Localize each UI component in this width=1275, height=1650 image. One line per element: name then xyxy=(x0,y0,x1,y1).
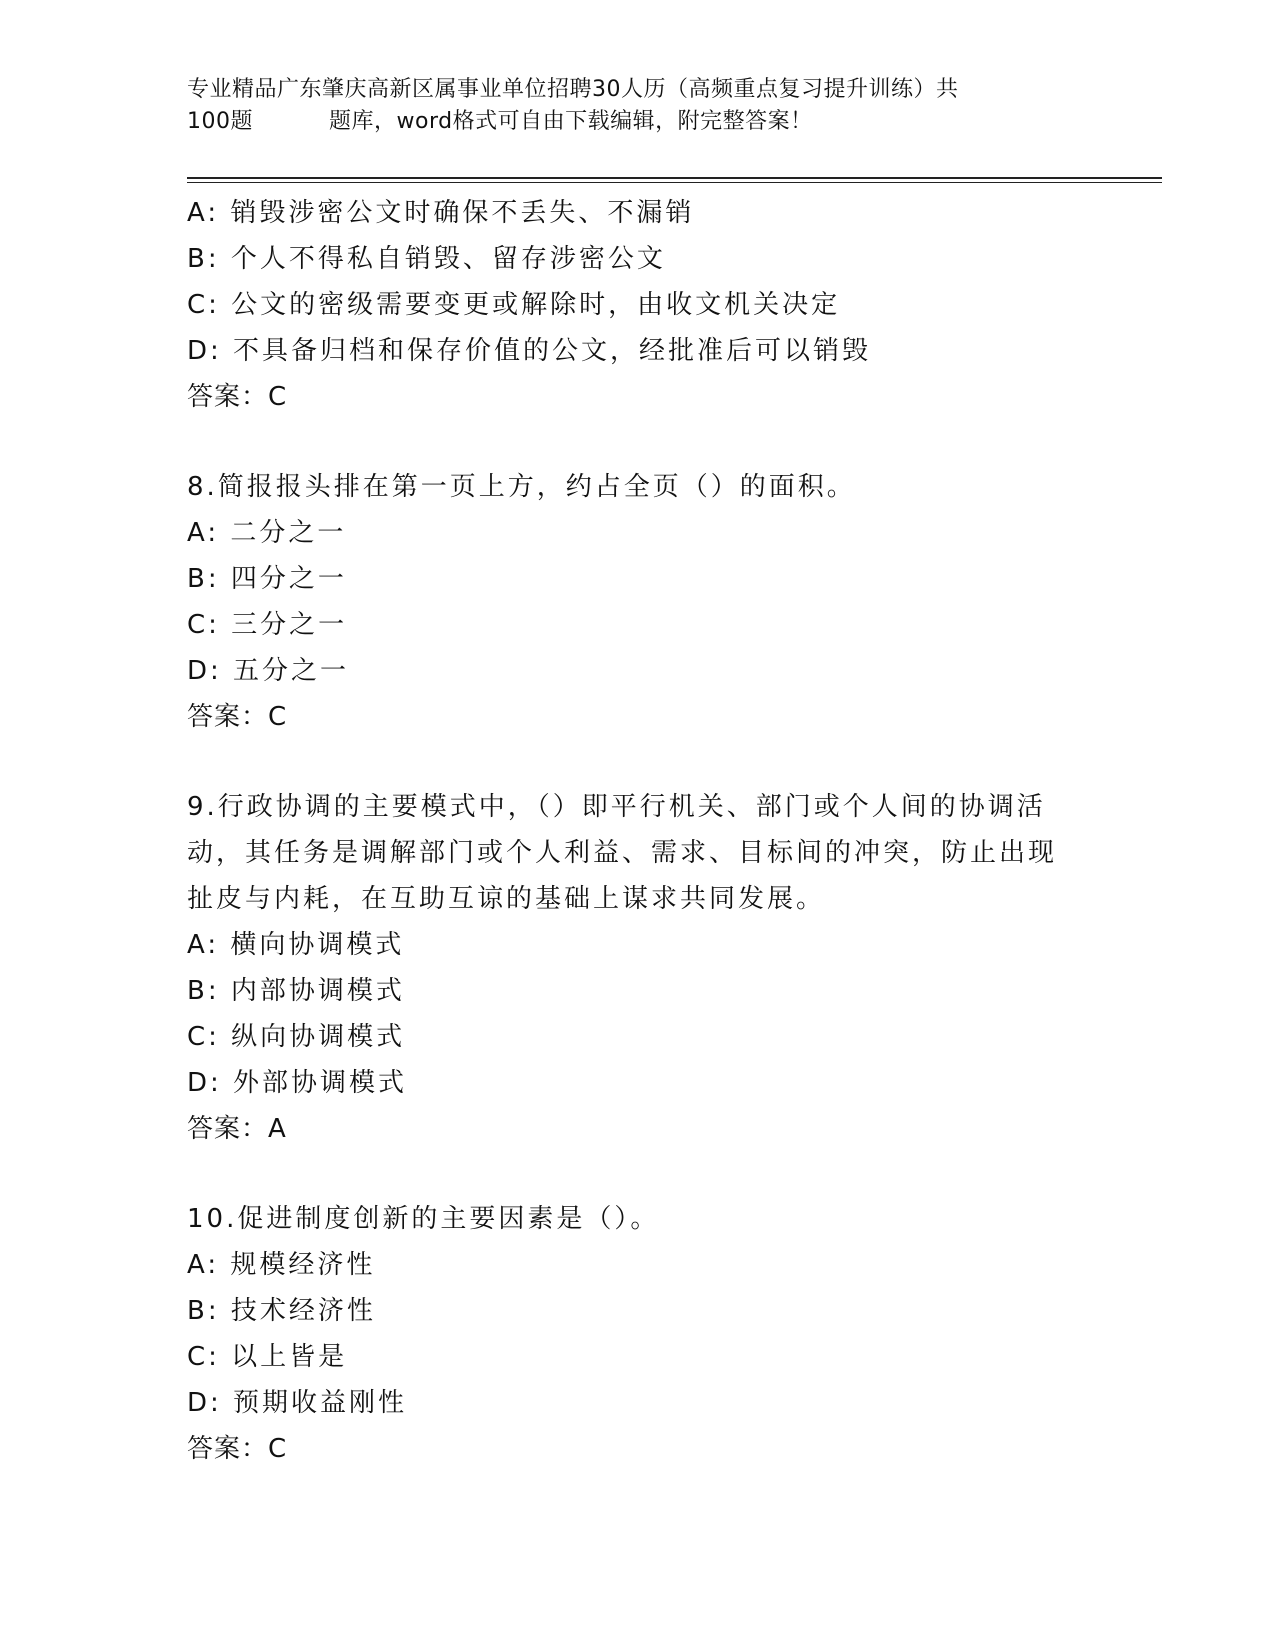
option-c: C: 三分之一 xyxy=(187,610,348,640)
option-a: A: 横向协调模式 xyxy=(187,930,405,960)
question-text: 10.促进制度创新的主要因素是（）。 xyxy=(187,1204,660,1234)
header-divider-thick xyxy=(187,177,1162,179)
option-a: A: 规模经济性 xyxy=(187,1250,376,1280)
question-text: 8.简报报头排在第一页上方，约占全页（）的面积。 xyxy=(187,472,856,502)
option-d: D: 预期收益刚性 xyxy=(187,1388,408,1418)
option-c: C: 以上皆是 xyxy=(187,1342,348,1372)
question-7 xyxy=(187,190,1087,420)
option-c: C: 公文的密级需要变更或解除时，由收文机关决定 xyxy=(187,290,841,320)
option-d: D: 不具备归档和保存价值的公文，经批准后可以销毁 xyxy=(187,336,872,366)
answer: 答案：C xyxy=(187,1434,288,1464)
option-d: D: 外部协调模式 xyxy=(187,1068,408,1098)
option-b: B: 个人不得私自销毁、留存涉密公文 xyxy=(187,244,666,274)
question-text-line-3: 扯皮与内耗，在互助互谅的基础上谋求共同发展。 xyxy=(187,884,826,914)
header-description: 题库，word格式可自由下载编辑，附完整答案！ xyxy=(329,109,813,134)
header-line-1: 专业精品广东肇庆高新区属事业单位招聘30人历（高频重点复习提升训练）共 xyxy=(187,77,959,102)
answer: 答案：C xyxy=(187,382,288,412)
header-line-2 xyxy=(187,106,1067,138)
option-b: B: 四分之一 xyxy=(187,564,347,594)
option-d: D: 五分之一 xyxy=(187,656,350,686)
answer: 答案：A xyxy=(187,1114,287,1144)
question-text-line-2: 动，其任务是调解部门或个人利益、需求、目标间的冲突，防止出现 xyxy=(187,838,1058,868)
document-header xyxy=(187,74,1067,138)
answer: 答案：C xyxy=(187,702,288,732)
question-8 xyxy=(187,464,1087,740)
question-10 xyxy=(187,1196,1087,1472)
option-a: A: 销毁涉密公文时确保不丢失、不漏销 xyxy=(187,198,695,228)
option-c: C: 纵向协调模式 xyxy=(187,1022,406,1052)
option-b: B: 技术经济性 xyxy=(187,1296,376,1326)
option-a: A: 二分之一 xyxy=(187,518,347,548)
header-count: 100题 xyxy=(187,109,253,134)
header-divider-thin xyxy=(187,182,1162,183)
question-text-line-1: 9.行政协调的主要模式中，（）即平行机关、部门或个人间的协调活 xyxy=(187,792,1046,822)
question-9 xyxy=(187,784,1087,1152)
option-b: B: 内部协调模式 xyxy=(187,976,405,1006)
question-list xyxy=(187,190,1087,1472)
